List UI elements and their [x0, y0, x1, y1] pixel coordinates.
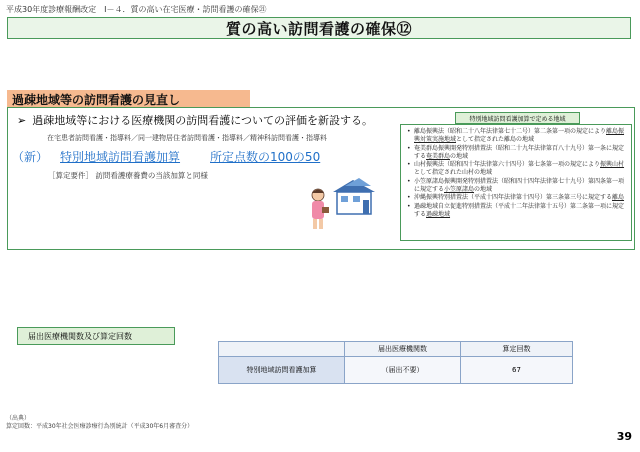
report-label: 届出医療機関数及び算定回数	[28, 331, 132, 341]
area-item-pre: 山村振興法（昭和四十年法律第六十四号）第七条第一項の規定により	[414, 161, 601, 169]
addon-points: 所定点数の100の50	[210, 150, 321, 164]
area-item-pre: 離島振興法（昭和二十八年法律第七十二号）第二条第一項の規定により	[414, 128, 607, 135]
source-line1: （出典）	[6, 415, 31, 422]
list-item	[406, 161, 628, 178]
area-item-post: として指定された離島の地域	[456, 136, 535, 144]
arrow-bullet-icon: ➢	[17, 114, 27, 127]
addon-name: 特別地域訪問看護加算	[60, 150, 181, 164]
area-item-u: 離島振興対策実施地域	[414, 128, 625, 144]
report-bar	[17, 327, 175, 345]
area-item-pre: 過疎地域自立促進特別措置法（平成十二年法律第十五号）第二条第一項に規定する	[414, 202, 625, 218]
area-item-u: 奄美群島	[426, 152, 451, 160]
source-note	[6, 415, 193, 431]
row-label: 特別地域訪問看護加算	[219, 357, 345, 384]
section-bar	[7, 90, 250, 108]
list-item	[406, 178, 628, 195]
stats-table	[218, 341, 573, 384]
area-item-u: 小笠原諸島	[444, 186, 475, 194]
requirement-line: ［算定要件］ 訪問看護療養費の当該加算と同様	[48, 171, 208, 180]
bullet-text	[17, 112, 373, 128]
house-icon	[333, 178, 375, 214]
area-list	[406, 128, 628, 219]
section-title: 過疎地域等の訪問看護の見直し	[12, 92, 181, 107]
row-facilities: （届出不要）	[345, 357, 461, 384]
table-row	[219, 357, 573, 384]
area-item-post: の地域	[474, 186, 493, 194]
area-item-pre: 沖縄振興特別措置法（平成十四年法律第十四号）第三条第三号に規定する	[414, 194, 613, 202]
row-count: 67	[461, 357, 573, 384]
table-header-row	[219, 342, 573, 357]
header-note: 平成30年度診療報酬改定 Ⅰ－４．質の高い在宅医療・訪問看護の確保㉑	[6, 5, 267, 14]
list-item	[406, 145, 628, 162]
list-item	[406, 128, 628, 145]
new-label: （新）	[12, 150, 49, 164]
nurse-icon	[312, 189, 329, 229]
title-box	[7, 17, 631, 39]
source-line2: 算定回数：平成30年社会医療診療行為別統計（平成30年6月審査分）	[6, 423, 194, 430]
nurse-visit-illustration	[295, 176, 385, 236]
table-header-facilities: 届出医療機関数	[345, 342, 461, 357]
area-item-u: 過疎地域	[426, 210, 451, 218]
page-number: 39	[616, 430, 632, 443]
area-item-post: の地域	[450, 152, 469, 160]
page-title: 質の高い訪問看護の確保⑫	[225, 19, 412, 38]
area-box-title: 特別地域訪問看護加算で定める地域	[455, 112, 580, 124]
list-item	[406, 203, 628, 220]
area-item-u: 振興山村	[600, 161, 625, 169]
table-header-count: 算定回数	[461, 342, 573, 357]
new-addon-line	[12, 148, 332, 165]
bullet-body: 過疎地域等における医療機関の訪問看護についての評価を新設する。	[32, 114, 373, 127]
area-item-u: 離島	[612, 194, 625, 202]
area-item-pre: 小笠原諸島振興開発特別措置法（昭和四十四年法律第七十九号）第四条第一項に規定する	[414, 177, 625, 194]
fees-line: 在宅患者訪問看護・指導料／同一建物居住者訪問看護・指導料／精神科訪問看護・指導料	[47, 134, 327, 142]
list-item	[406, 194, 628, 202]
area-item-pre: 奄美群島振興開発特別措置法（昭和二十九年法律第百八十九号）第一条に規定する	[414, 144, 625, 160]
area-item-post: として指定された山村の地域	[414, 169, 493, 177]
table-header-empty	[219, 342, 345, 357]
